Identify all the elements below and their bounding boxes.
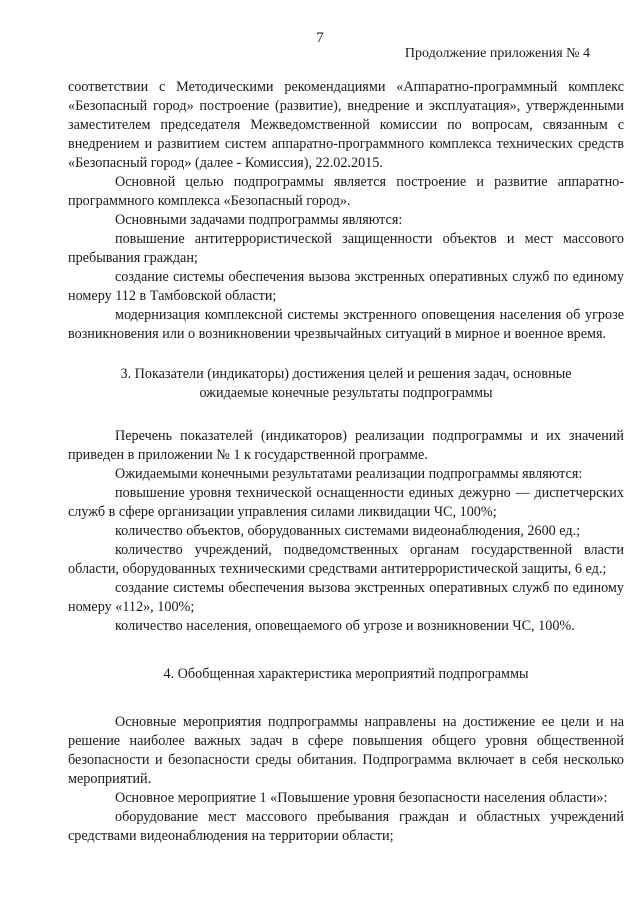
task-item: создание системы обеспечения вызова экстренных оперативных служб по единому номеру 112 в Тамбовской области;	[68, 269, 624, 304]
appendix-continuation-header: Продолжение приложения № 4	[404, 46, 590, 61]
result-item: создание системы обеспечения вызова экстренных оперативных служб по единому номеру «112», 100%;	[68, 580, 624, 615]
section-4-title: 4. Обобщенная характеристика мероприятий подпрограммы	[163, 666, 529, 682]
result-item: количество населения, оповещаемого об угрозе и возникновении ЧС, 100%.	[115, 618, 575, 634]
document-body	[68, 78, 624, 846]
continuation-paragraph: соответствии с Методическими рекомендациями «Аппаратно-программный комплекс «Безопасный город» построение (развитие), внедрение и эксплуатация», утвержденными заместителем председателя Межведомственной комиссии по вопросам, связанным с внедрением и развитием систем аппаратно-программного комплекса технических средств «Безопасный город» (далее - Комиссия), 22.02.2015.	[68, 79, 624, 171]
section-3-heading	[68, 365, 624, 403]
indicators-paragraph: Перечень показателей (индикаторов) реализации подпрограммы и их значений приведен в приложении № 1 к государственной программе.	[68, 428, 624, 463]
page-number: 7	[316, 30, 324, 46]
measures-paragraph: Основные мероприятия подпрограммы направлены на достижение ее цели и на решение наиболее важных задач в сфере повышения общего уровня общественной безопасности и безопасности среды обитания. Подпрограмма включает в себя несколько мероприятий.	[68, 714, 624, 787]
section-3-title-line2: ожидаемые конечные результаты подпрограммы	[199, 385, 493, 401]
task-item: повышение антитеррористической защищенности объектов и мест массового пребывания граждан;	[68, 231, 624, 266]
tasks-intro: Основными задачами подпрограммы являются:	[115, 212, 403, 228]
section-3-title-line1: 3. Показатели (индикаторы) достижения целей и решения задач, основные	[120, 366, 572, 382]
results-intro: Ожидаемыми конечными результатами реализации подпрограммы являются:	[115, 466, 583, 482]
result-item: количество объектов, оборудованных системами видеонаблюдения, 2600 ед.;	[115, 523, 581, 539]
task-item: модернизация комплексной системы экстренного оповещения населения об угрозе возникновения или о возникновении чрезвычайных ситуаций в мирное и военное время.	[68, 307, 624, 342]
result-item: количество учреждений, подведомственных органам государственной власти области, оборудованных техническими средствами антитеррористической защиты, 6 ед.;	[68, 542, 624, 577]
result-item: повышение уровня технической оснащенности единых дежурно — диспетчерских служб в сфере организации управления силами ликвидации ЧС, 100%;	[68, 485, 624, 520]
goal-paragraph: Основной целью подпрограммы является построение и развитие аппаратно-программного комплекса «Безопасный город».	[68, 174, 624, 209]
measure-1-heading: Основное мероприятие 1 «Повышение уровня безопасности населения области»:	[115, 790, 608, 806]
measure-1-item: оборудование мест массового пребывания граждан и областных учреждений средствами видеонаблюдения на территории области;	[68, 809, 624, 844]
